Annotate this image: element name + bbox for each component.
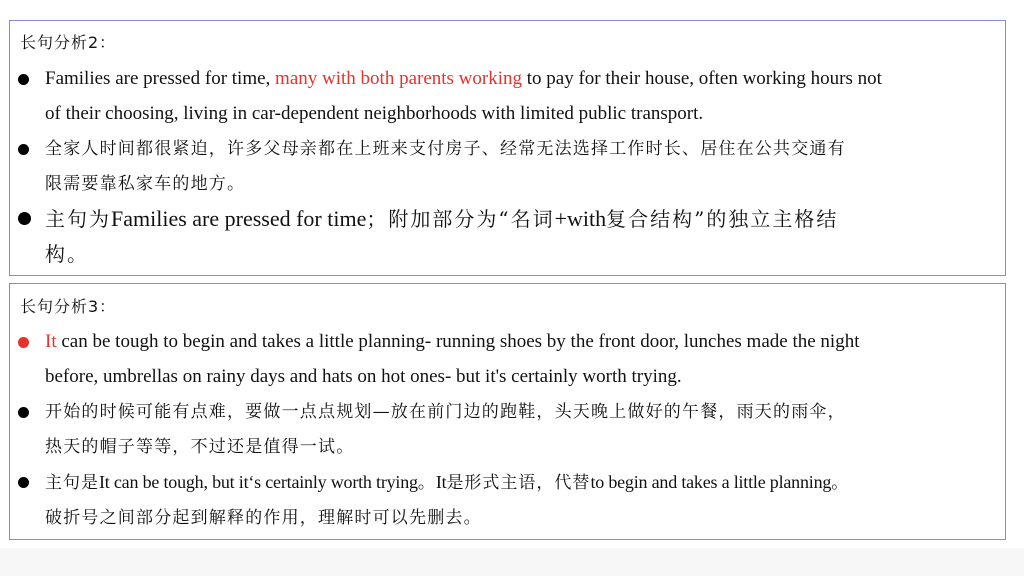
bullet-line [45, 68, 882, 90]
footer-strip [0, 548, 1024, 576]
section-heading: 长句分析3： [20, 297, 117, 316]
text-span: +with [554, 206, 607, 231]
bullet-line: of their choosing, living in car-dependent neighborhoods with limited public transport. [45, 103, 704, 124]
bullet-dot [18, 74, 29, 85]
bullet-line: 限需要靠私家车的地方。 [45, 174, 246, 194]
bullet-line: 破折号之间部分起到解释的作用，理解时可以先删去。 [45, 508, 482, 528]
bullet-dot [18, 212, 31, 225]
text-span: Families are pressed for time [111, 206, 367, 231]
bullet-line: 开始的时候可能有点难，要做一点点规划—放在前门边的跑鞋，头天晚上做好的午餐，雨天的雨伞， [45, 402, 846, 422]
bullet-line: before, umbrellas on rainy days and hats on hot ones- but it's certainly worth trying. [45, 366, 682, 387]
section-heading: 长句分析2： [20, 33, 117, 52]
text-span: can be tough to begin and takes a little planning- running shoes by the front door, lunches made the night [56, 331, 860, 352]
text-span: 是形式主语，代替 [446, 473, 591, 493]
bullet-dot [18, 477, 29, 488]
highlight-span: many with both parents working [275, 68, 523, 89]
bullet-line: 热天的帽子等等，不过还是值得一试。 [45, 437, 355, 457]
analysis-box-3 [9, 283, 1006, 540]
text-span: to begin and takes a little planning [590, 472, 832, 492]
bullet-dot [18, 337, 29, 348]
highlight-span: It [45, 331, 57, 352]
bullet-line [45, 471, 849, 494]
bullet-line: 构。 [45, 242, 89, 266]
bullet-line [45, 206, 838, 232]
text-span: Families are pressed for time, [45, 68, 276, 89]
text-span: 主句为 [45, 207, 111, 231]
text-span: to pay for their house, often working hours not [522, 68, 882, 89]
bullet-line [45, 331, 859, 353]
text-span: 。 [831, 473, 850, 493]
bullet-line: 全家人时间都很紧迫，许多父母亲都在上班来支付房子、经常无法选择工作时长、居住在公共交通有 [45, 139, 846, 159]
text-span: It can be tough, but it‘s certainly worth trying [99, 472, 418, 492]
analysis-box-2 [9, 20, 1006, 276]
text-span: ；附加部分为“名词 [366, 207, 555, 231]
text-span: 。 [417, 473, 436, 493]
text-span: 主句是 [45, 473, 99, 493]
bullet-dot [18, 407, 29, 418]
text-span: It [435, 472, 447, 492]
text-span: 复合结构”的独立主格结 [606, 207, 839, 231]
bullet-dot [18, 144, 29, 155]
